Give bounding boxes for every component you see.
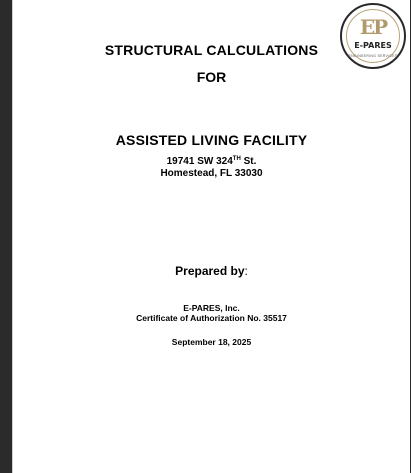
- prepared-by-heading: [13, 264, 410, 278]
- prepared-by-colon: :: [244, 264, 248, 278]
- document-date: September 18, 2025: [171, 337, 252, 347]
- logo-monogram: EP: [359, 15, 387, 39]
- project-address-street: [13, 156, 410, 167]
- address-ordinal-suffix: TH: [232, 156, 241, 162]
- certificate-of-authorization: Certificate of Authorization No. 35517: [136, 313, 287, 323]
- prepared-by-label: Prepared by: [175, 264, 245, 278]
- logo-company-name: E-PARES: [354, 41, 392, 50]
- address-street-suffix: St.: [240, 156, 257, 167]
- company-logo: [340, 3, 406, 69]
- document-title-for: FOR: [196, 69, 227, 85]
- address-street-number: 19741 SW 324: [166, 156, 233, 167]
- company-name: E-PARES, Inc.: [183, 303, 240, 313]
- project-address-city: Homestead, FL 33030: [160, 168, 263, 179]
- project-name: ASSISTED LIVING FACILITY: [115, 132, 308, 148]
- document-title: STRUCTURAL CALCULATIONS: [104, 42, 319, 58]
- logo-tagline: ENGINEERING SERVICES: [348, 54, 398, 58]
- document-page: [12, 0, 410, 473]
